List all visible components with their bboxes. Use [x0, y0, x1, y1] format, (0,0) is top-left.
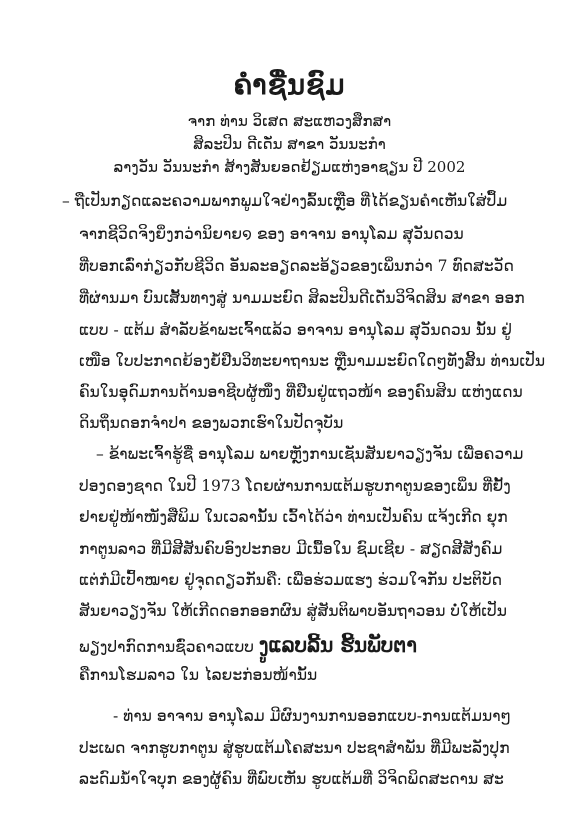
paragraph-2-line: ຢາຍຢູ່ໜ້າໜັງສືພິມ ໃນເວລານັ້ນ ເວົ້າໄດ້ວ່າ ທ່ານເປັນຄົນ ແຈ້ງເກີດ ຍຸກ	[79, 508, 508, 526]
paragraph-2-line: ສັນຍາວຽງຈັນ ໃຫ້ເກີດດອກອອກຜົນ ສູ່ສັນຕິພາບອັນຖາວອນ ບໍ່ໃຫ້ເປັນ	[79, 602, 507, 620]
paragraph-1-line: ທີ່ບອກເລົ່າກ່ຽວກັບຊີວິດ ອັນລະອຽດລະອ້ຽວຂອງເພິ່ນກວ່າ 7 ທົດສະວັດ	[79, 257, 514, 275]
paragraph-1-line: – ຖືເປັນກຽດແລະຄວາມພາກພູມໃຈຢ່າງລົ້ນເຫຼືອ ທີ່ໄດ້ຂຽນຄຳເຫັນໃສ່ປຶ້ມ	[62, 192, 508, 210]
paragraph-1-line: ດິນຖິ່ນດອກຈຳປາ ຂອງພວກເຮົາໃນປັດຈຸບັນ	[79, 414, 344, 432]
emphasized-phrase: ງູແລບລີ້ນ ຮີ້ນພັບຕາ	[258, 633, 417, 657]
paragraph-3-line: ປະເພດ ຈາກຮູບກາຕູນ ສູ່ຮູບແຕ້ມໂຄສະນາ ປະຊາສຳພັນ ທີ່ມີພະລັງປຸກ	[79, 739, 510, 757]
paragraph-2-line: ກາຕູນລາວ ທີ່ມີສີສັນຄົບອົງປະກອບ ມີເນື້ອໃນ ຊົມເຊີຍ - ສຽດສີສັງຄົມ	[79, 540, 503, 558]
paragraph-2-line: ຄືການໂຮມລາວ ໃນ ໄລຍະກ່ອນໜ້ານັ້ນ	[79, 666, 318, 684]
paragraph-2-line: ແຕ່ກໍມີເປົ້າໝາຍ ຢູ່ຈຸດດຽວກັນຄື: ເພື່ອຮ່ວມແຮງ ຮ່ວມໃຈກັນ ປະຕິບັດ	[79, 571, 503, 589]
author-award-line: ລາງວັນ ວັນນະກຳ ສ້າງສັນຍອດຢ້ຽມແຫ່ງອາຊຽນ ປີ 2002	[113, 158, 466, 176]
paragraph-1-line: ເໜືອ ໃບປະກາດຍ້ອງຍໍ້ຢືນວິທະຍາຖານະ ຫຼືນາມມະຍົດໃດໆທັງສິ້ນ ທ່ານເປັນ	[79, 352, 546, 370]
paragraph-2-text: ພຽງປາກົດການຊົ່ວຄາວແບບ	[79, 638, 254, 656]
paragraph-2-line: – ຂ້າພະເຈົ້າຮູ້ຊື່ ອານຸໂລມ ພາຍຫຼັງການເຊັນສັນຍາວຽງຈັນ ເພື່ອຄວາມ	[96, 445, 524, 463]
author-title-line: ສິລະປິນ ດີເດັ່ນ ສາຂາ ວັນນະກຳ	[193, 135, 386, 153]
page-title: ຄຳຊື່ນຊົມ	[233, 70, 346, 101]
paragraph-1-line: ທີ່ຜ່ານມາ ບົນເສັ້ນທາງສູ່ ນາມມະຍົດ ສິລະປິນດີເດັ່ນວິຈິດສິນ ສາຂາ ອອກ	[79, 289, 525, 307]
paragraph-2-line: ປອງດອງຊາດ ໃນປີ 1973 ໂດຍຜ່ານການແຕ້ມຮູບກາຕູນຂອງເພິ່ນ ທີ່ຢັ້ງ	[79, 477, 511, 495]
paragraph-1-line: ແບບ - ແຕ້ມ ສຳລັບຂ້າພະເຈົ້າແລ້ວ ອາຈານ ອານຸໂລມ ສຸວັນດວນ ນັ້ນ ຢູ່	[79, 321, 512, 339]
paragraph-3-line: ລະດົມນ້ຳໃຈບຸກ ຂອງຜູ້ຄົນ ທີ່ພົບເຫັນ ຮູບແຕ້ມທີ່ ວິຈິດພິດສະດານ ສະ	[79, 770, 504, 788]
paragraph-3-line: - ທ່ານ ອາຈານ ອານຸໂລມ ມີຜົນງານການອອກແບບ-ການແຕ້ມນາໆ	[113, 707, 511, 725]
paragraph-1-line: ຈາກຊີວິດຈິງຍິ່ງກວ່ານິຍາຍ໑ ຂອງ ອາຈານ ອານຸໂລມ ສຸວັນດວນ	[79, 225, 464, 243]
author-line: ຈາກ ທ່ານ ວິເສດ ສະແຫວງສຶກສາ	[187, 112, 392, 130]
paragraph-1-line: ຄົນໃນອຸດົມການດ້ານອາຊີບຜູ້ໜຶ່ງ ທີ່ຢືນຢູ່ແຖວໜ້າ ຂອງຄົນສິນ ແຫ່ງແດນ	[79, 383, 523, 401]
paragraph-2-line	[79, 635, 417, 656]
